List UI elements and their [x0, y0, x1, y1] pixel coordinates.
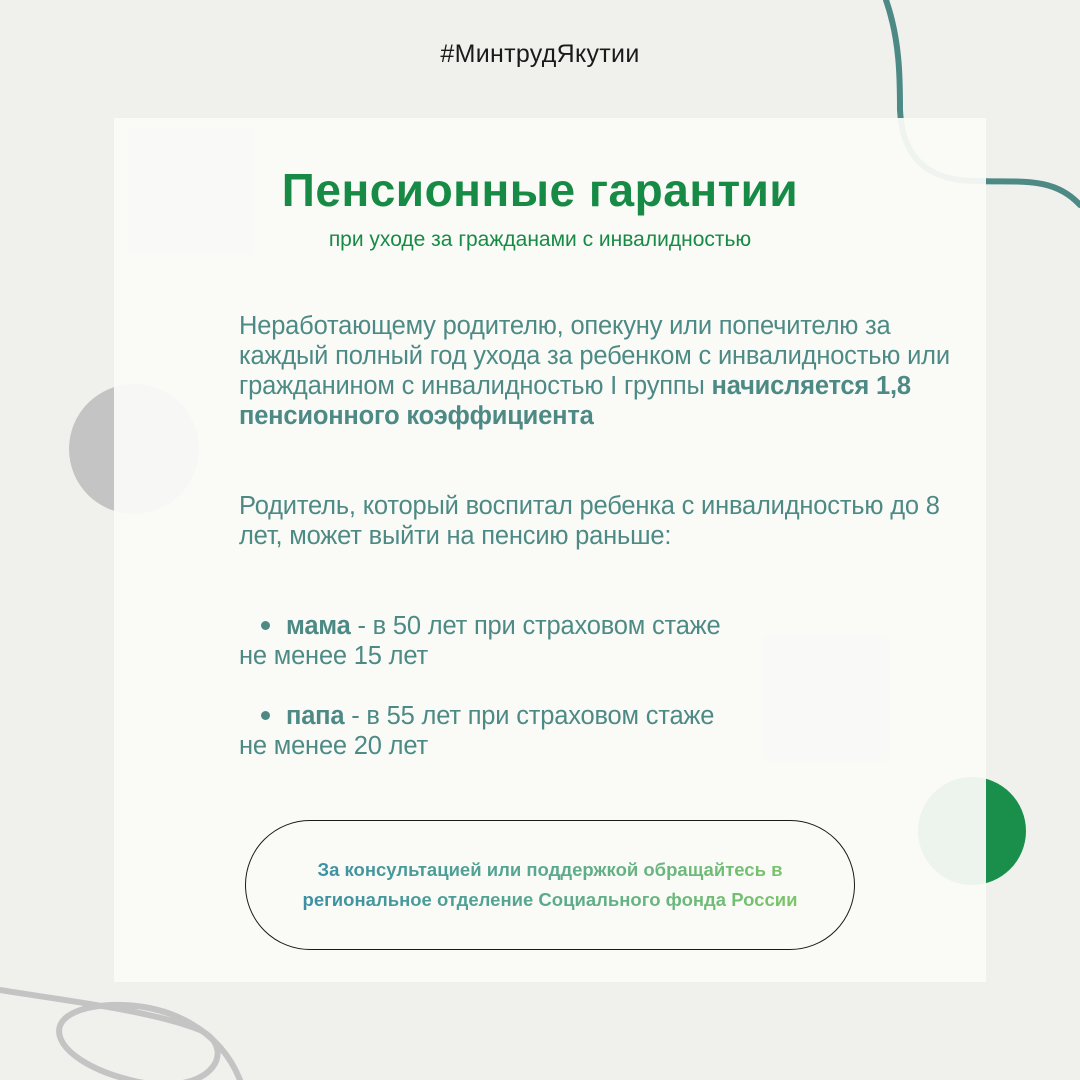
contact-line-2: региональное отделение Социального фонда России	[302, 889, 798, 910]
paragraph-coefficient-text: Неработающему родителю, опекуну или попечителю за каждый полный год ухода за ребенком с инвалидностью или гражданином с инвалидностью I группы	[239, 312, 950, 400]
bullet-label: папа	[286, 702, 345, 730]
gray-loop-decor	[0, 990, 240, 1080]
paragraph-early-retirement: Родитель, который воспитал ребенка с инвалидностью до 8 лет, может выйти на пенсию раньше:	[239, 492, 940, 550]
bullet-text: - в 50 лет при страховом стаже	[350, 612, 721, 640]
bullet-dot-icon	[261, 711, 270, 720]
contact-callout	[245, 820, 855, 950]
contact-text	[303, 855, 798, 915]
paragraph-coefficient	[239, 311, 959, 431]
bullet-item-father	[239, 701, 959, 761]
bullet-item-mother	[239, 611, 959, 671]
paragraph-coefficient-bold: начисляется 1,8 пенсионного коэффициента	[239, 372, 911, 430]
bullet-text-continued: не менее 15 лет	[239, 642, 428, 670]
bullet-label: мама	[286, 612, 351, 640]
bullet-dot-icon	[261, 621, 270, 630]
page-title: Пенсионные гарантии	[281, 164, 799, 216]
bullet-text: - в 55 лет при страховом стаже	[344, 702, 715, 730]
contact-line-1: За консультацией или поддержкой обращайтесь в	[317, 859, 783, 880]
page-subtitle: при уходе за гражданами с инвалидностью	[328, 228, 752, 251]
bullet-text-continued: не менее 20 лет	[239, 732, 428, 760]
hashtag: #МинтрудЯкутии	[440, 40, 640, 68]
